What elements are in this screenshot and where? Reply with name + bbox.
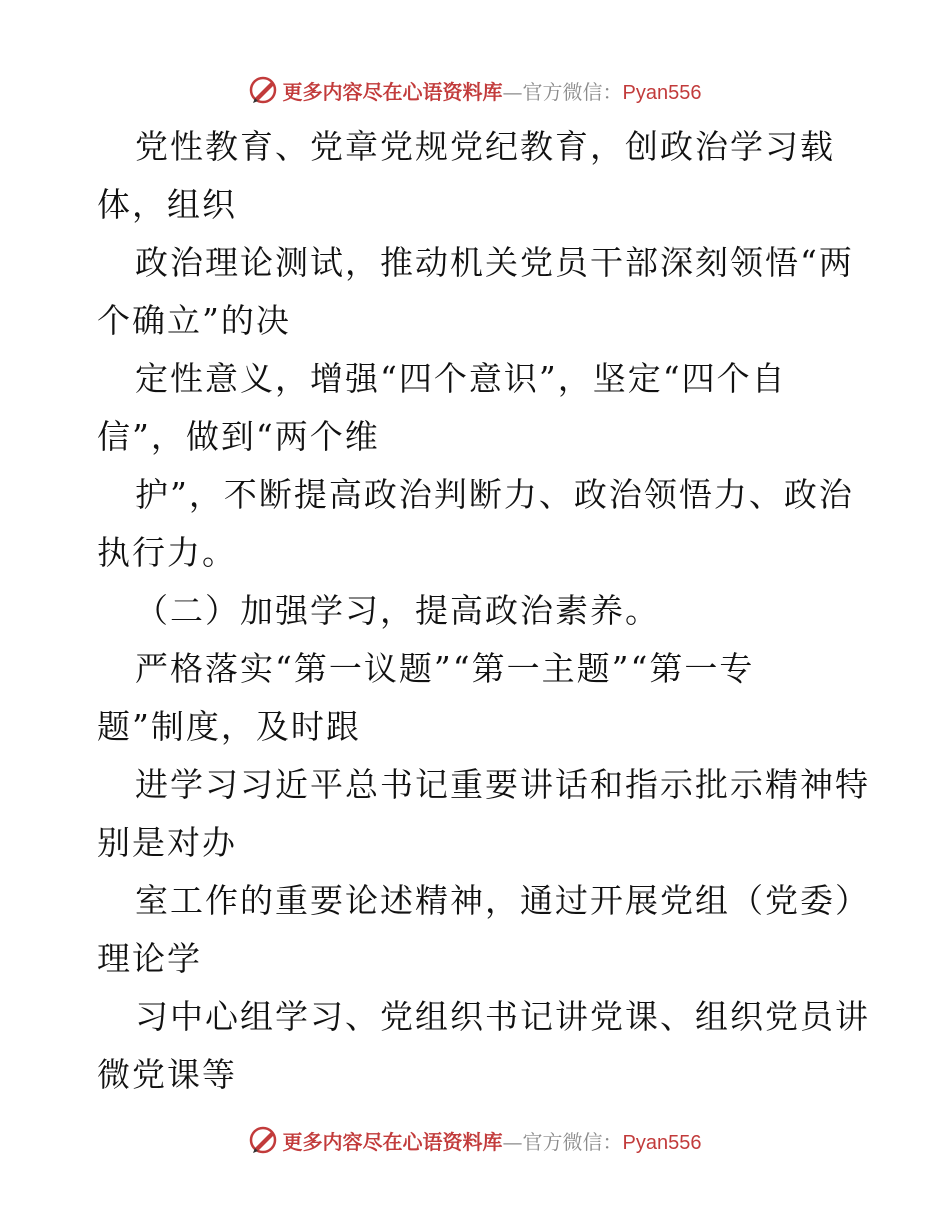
text-line: 定性意义，增强“四个意识”，坚定“四个自 <box>135 359 787 398</box>
header-text <box>283 76 702 105</box>
text-line: 体，组织 <box>97 185 237 224</box>
text-line: 党性教育、党章党规党纪教育，创政治学习载 <box>135 127 835 166</box>
footer-official: 官方微信： <box>522 1129 623 1154</box>
header-wechat-id: Pyan556 <box>622 81 702 104</box>
pen-logo-icon <box>249 75 279 105</box>
text-line: 习中心组学习、党组织书记讲党课、组织党员讲 <box>135 997 870 1036</box>
header-dash: — <box>502 79 523 104</box>
text-line: 题”制度，及时跟 <box>97 707 361 746</box>
header-official: 官方微信： <box>522 79 623 104</box>
text-line: 进学习习近平总书记重要讲话和指示批示精神特 <box>135 765 870 804</box>
footer-dash: — <box>502 1129 523 1154</box>
text-line: 理论学 <box>97 939 202 978</box>
text-line: 别是对办 <box>97 823 237 862</box>
text-line: 个确立”的决 <box>97 301 291 340</box>
footer-brand: 更多内容尽在心语资料库 <box>282 1129 503 1154</box>
footer-wechat-id: Pyan556 <box>622 1131 702 1154</box>
text-line: 护”，不断提高政治判断力、政治领悟力、政治 <box>135 475 854 514</box>
text-line: 微党课等 <box>97 1055 237 1094</box>
text-line: 执行力。 <box>97 533 237 572</box>
text-line: 信”，做到“两个维 <box>97 417 380 456</box>
text-line: 室工作的重要论述精神，通过开展党组（党委） <box>135 881 870 920</box>
footer-banner <box>0 1120 950 1160</box>
text-line: 政治理论测试，推动机关党员干部深刻领悟“两 <box>135 243 854 282</box>
section-heading: （二）加强学习，提高政治素养。 <box>135 591 660 630</box>
pen-logo-icon <box>249 1125 279 1155</box>
document-body <box>97 118 870 1104</box>
footer-text <box>283 1126 702 1155</box>
text-line: 严格落实“第一议题”“第一主题”“第一专 <box>135 649 755 688</box>
header-banner <box>0 70 950 110</box>
header-brand: 更多内容尽在心语资料库 <box>282 79 503 104</box>
